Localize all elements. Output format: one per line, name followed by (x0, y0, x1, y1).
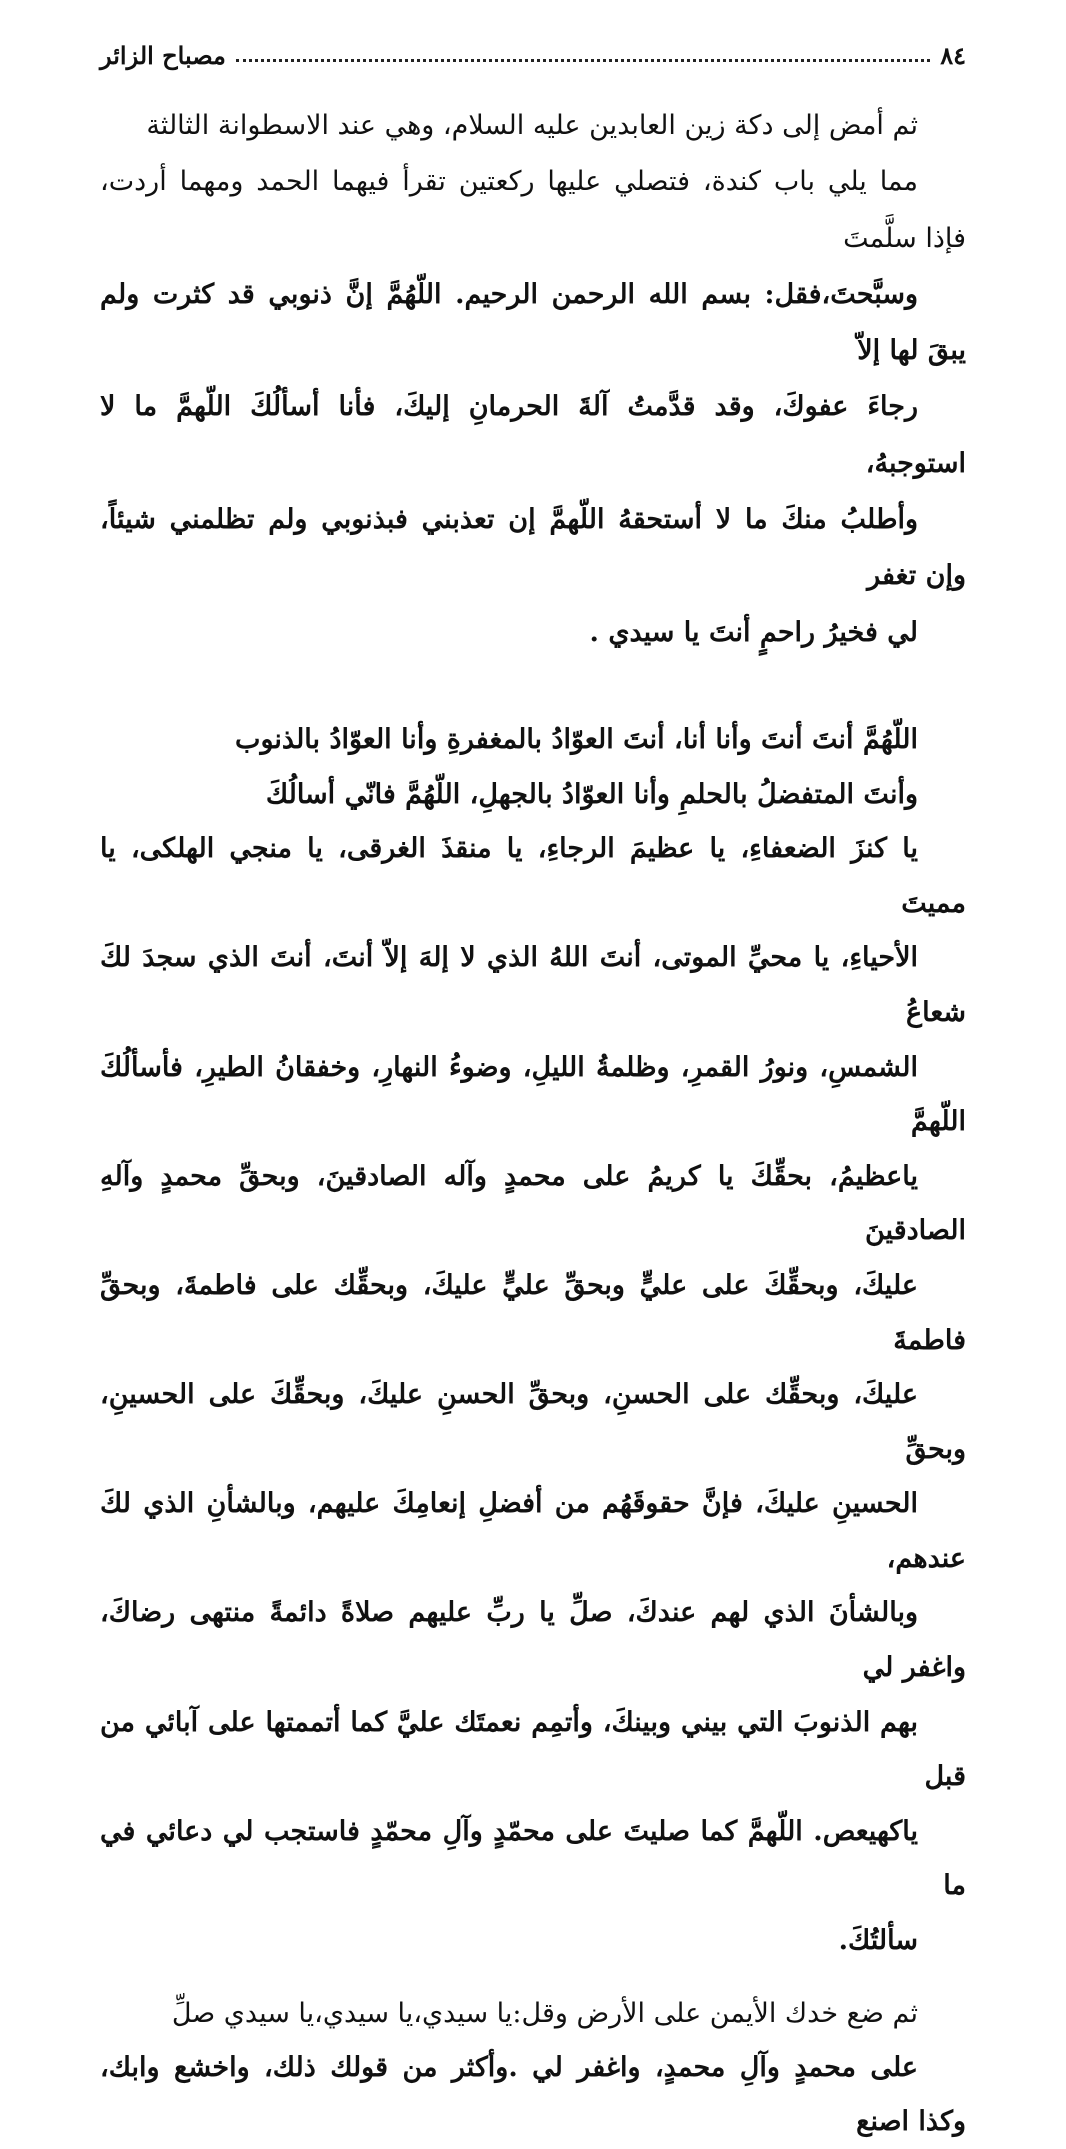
text-line: ثم ضع خدك الأيمن على الأرض وقل:يا سيدي،يا سيدي،يا سيدي صلِّ (171, 1997, 918, 2029)
text-line: الحسينِ عليكَ، فإنَّ حقوقَهُم من أفضلِ إنعامِكَ عليهم، وبالشأنِ الذي لكَ عندهم، (100, 1488, 966, 1574)
paragraph-supplication (100, 713, 966, 1969)
book-title: مصباح الزائر (100, 41, 226, 70)
paragraph-instructions (100, 98, 966, 661)
dotted-leader (236, 58, 930, 62)
text-line: وأطلبُ منكَ ما لا أستحقهُ اللّهمَّ إن تعذبني فبذنوبي ولم تظلمني شيئاً، وإن تغفر (100, 504, 966, 592)
text-line: مما يلي باب كندة، فتصلي عليها ركعتين تقرأ فيهما الحمد ومهما أردت، فإذا سلَّمتَ (100, 166, 966, 254)
text-line: على محمدٍ وآلِ محمدٍ، واغفر لي .وأكثر من قولك ذلك، واخشع وابك، وكذا اصنع (100, 2051, 966, 2137)
text-line: اللّهُمَّ أنتَ أنتَ وأنا أنا، أنتَ العوّادُ بالمغفرةِ وأنا العوّادُ بالذنوب (235, 723, 918, 755)
text-line: بهم الذنوبَ التي بيني وبينكَ، وأتمِم نعمتَك عليَّ كما أتممتها على آبائي من قبل (100, 1706, 966, 1793)
page-body (100, 98, 966, 2149)
text-line: وسبَّحتَ،فقل: بسم الله الرحمن الرحيم. اللّهُمَّ إنَّ ذنوبي قد كثرت ولم يبقَ لها إلاّ (100, 278, 966, 367)
text-line: سألتُكَ. (838, 1925, 918, 1957)
text-line: يا كنزَ الضعفاءِ، يا عظيمَ الرجاءِ، يا منقذَ الغرقى، يا منجي الهلكى، يا مميتَ (100, 833, 966, 919)
text-line: رجاءَ عفوكَ، وقد قدَّمتُ آلةَ الحرمانِ إليكَ، فأنا أسألُكَ اللّهمَّ ما لا استوجبهُ، (100, 391, 966, 479)
paragraph-closing-instructions (100, 1987, 966, 2149)
running-header (100, 30, 966, 70)
text-line: وأنتَ المتفضلُ بالحلمِ وأنا العوّادُ بالجهلِ، اللّهُمَّ فانّي أسالُكَ (265, 778, 918, 810)
page-number: ٨٤ (940, 41, 966, 70)
text-line: الأحياءِ، يا محيِّ الموتى، أنتَ اللهُ الذي لا إلهَ إلاّ أنتَ، أنتَ الذي سجدَ لكَ شعاعُ (100, 942, 966, 1028)
text-line: لي فخيرُ راحمٍ أنتَ يا سيدي . (589, 616, 918, 648)
text-line: الشمسِ، ونورُ القمرِ، وظلمةُ الليلِ، وضوءُ النهارِ، وخفقانُ الطيرِ، فأسألُكَ اللّهمَّ (100, 1051, 966, 1138)
text-line: ياعظيمُ، بحقِّكَ يا كريمُ على محمدٍ وآله الصادقينَ، وبحقِّ محمدٍ وآلهِ الصادقينَ (100, 1160, 966, 1247)
text-line: عليكَ، وبحقِّك على الحسنِ، وبحقِّ الحسنِ عليكَ، وبحقِّكَ على الحسينِ، وبحقِّ (100, 1379, 966, 1465)
text-line: ياكهيعص. اللّهمَّ كما صليتَ على محمّدٍ وآلِ محمّدٍ فاستجب لي دعائي في ما (100, 1815, 966, 1902)
text-line: عليكَ، وبحقِّكَ على عليٍّ وبحقِّ عليٍّ عليكَ، وبحقِّك على فاطمةَ، وبحقِّ فاطمةَ (100, 1269, 966, 1356)
text-line: ثم أمض إلى دكة زين العابدين عليه السلام، وهي عند الاسطوانة الثالثة (146, 110, 918, 141)
text-line: وبالشأنَ الذي لهم عندكَ، صلِّ يا ربِّ عليهم صلاةً دائمةً منتهى رضاكَ، واغفر لي (100, 1597, 966, 1684)
